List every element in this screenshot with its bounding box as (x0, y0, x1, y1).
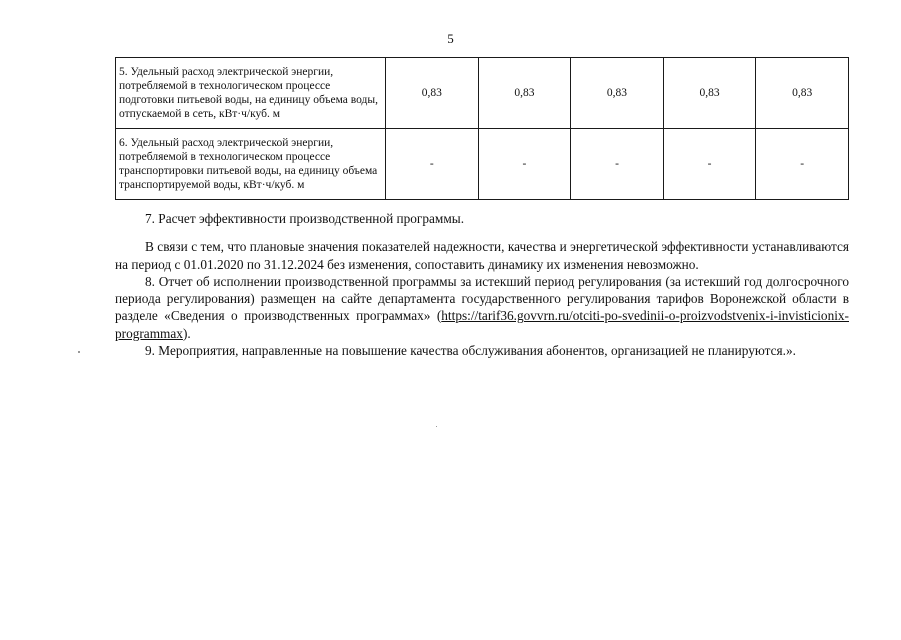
indicator-label: 5. Удельный расход электрической энергии, потребляемой в технологическом процессе подготовки питьевой воды, на единицу объема воды, отпускаемой в сеть, кВт·ч/куб. м (116, 58, 386, 129)
document-body (115, 210, 849, 359)
table-row (116, 129, 849, 200)
indicator-value: 0,83 (478, 58, 571, 129)
section-8-paragraph (115, 273, 849, 342)
indicators-table (115, 57, 849, 200)
indicator-value: 0,83 (663, 58, 756, 129)
scan-speck (78, 351, 80, 353)
scan-speck (436, 426, 437, 427)
tariff-site-link[interactable]: https://tarif36.govvrn.ru/otciti-po-svedinii-o-proizvodstvenix-i-invisticionix-programmax (115, 308, 849, 341)
section-8-text: 8. Отчет об исполнении производственной программы за истекший период регулирования (за истекший год долгосрочного периода регулирования) размещен на сайте департамента государственного регулирования тарифов Воронежской области в разделе «Сведения о производственных программах» ( (115, 273, 849, 324)
table-row (116, 58, 849, 129)
indicator-value: 0,83 (756, 58, 849, 129)
section-7-heading: 7. Расчет эффективности производственной программы. (145, 211, 465, 226)
section-9-paragraph: 9. Мероприятия, направленные на повышение качества обслуживания абонентов, организацией не планируются.». (145, 343, 796, 359)
indicator-value: - (663, 129, 756, 200)
section-7-paragraph: В связи с тем, что плановые значения показателей надежности, качества и энергетической эффективности устанавливаются на период с 01.01.2020 по 31.12.2024 без изменения, сопоставить динамику их изменения невозможно. (115, 239, 849, 272)
indicator-value: 0,83 (571, 58, 664, 129)
indicator-value: - (756, 129, 849, 200)
page-number: 5 (447, 31, 454, 46)
indicator-value: - (571, 129, 664, 200)
indicator-label: 6. Удельный расход электрической энергии, потребляемой в технологическом процессе транспортировки питьевой воды, на единицу объема транспортируемой воды, кВт·ч/куб. м (116, 129, 386, 200)
indicator-value: 0,83 (386, 58, 479, 129)
section-8-text-end: ). (182, 325, 191, 341)
indicator-value: - (386, 129, 479, 200)
indicator-value: - (478, 129, 571, 200)
